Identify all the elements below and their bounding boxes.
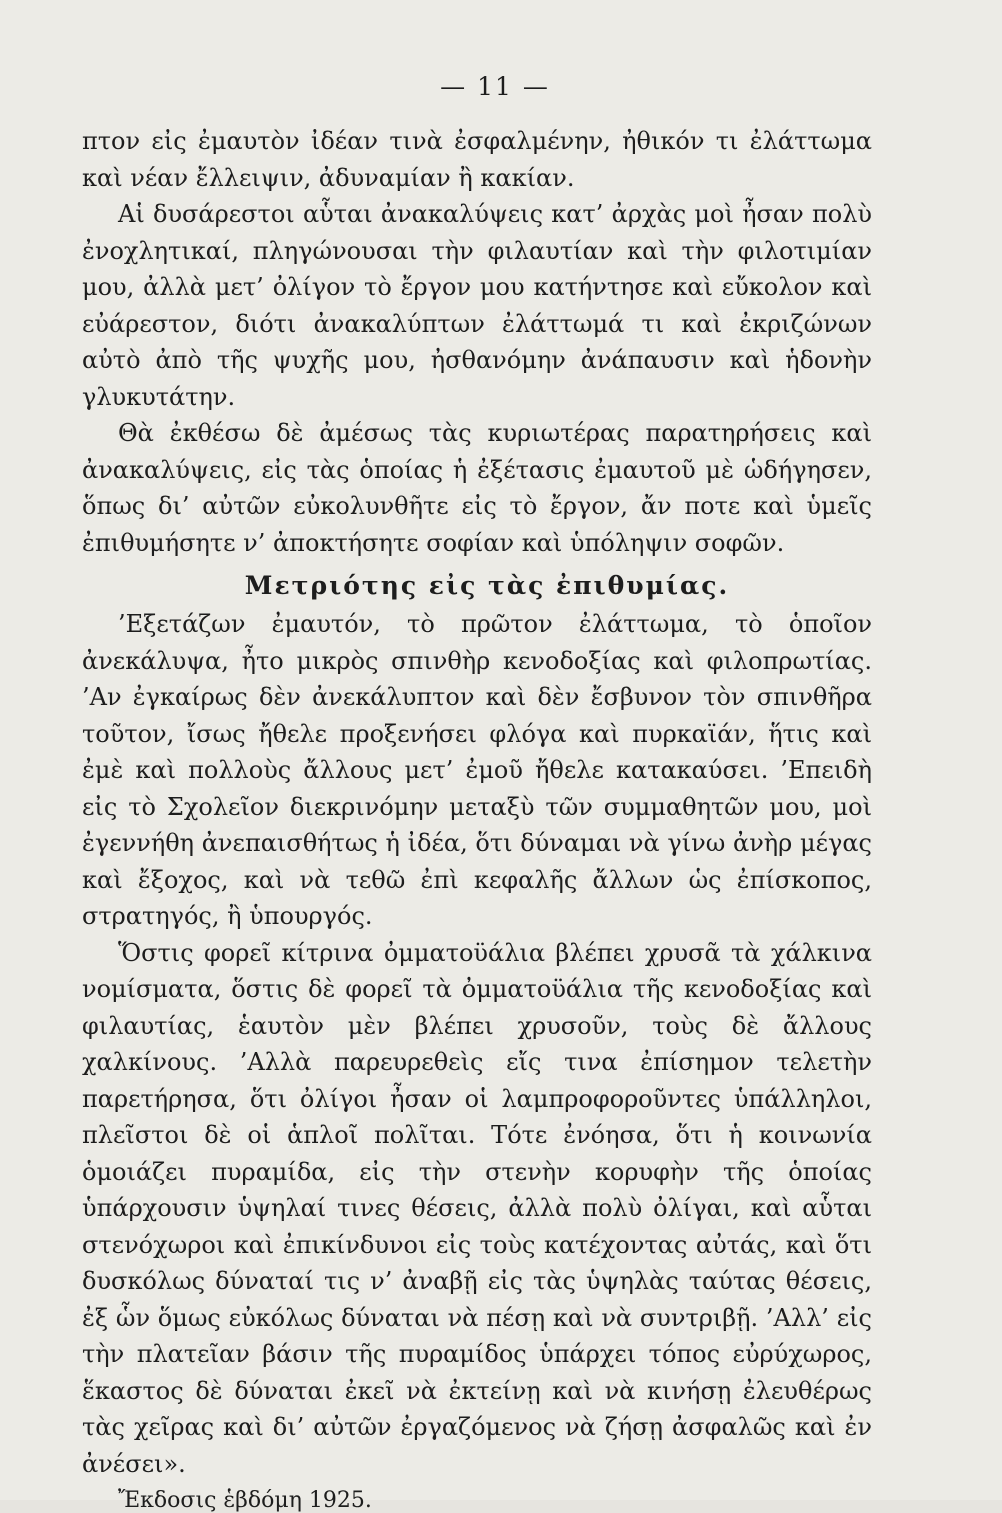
paragraph: Ὅστις φορεῖ κίτρινα ὀμματοϋάλια βλέπει χρυσᾶ τὰ χάλκινα νομίσματα, ὅστις δὲ φορεῖ τὰ ὀμματοϋάλια τῆς κενοδοξίας καὶ φιλαυτίας, ἑαυτὸν μὲν βλέπει χρυσοῦν, τοὺς δὲ ἄλλους χαλκίνους. ’Αλλὰ παρευρεθεὶς εἴς τινα ἐπίσημον τελετὴν παρετήρησα, ὅτι ὀλίγοι ἦσαν οἱ λαμπροφοροῦντες ὑπάλληλοι, πλεῖστοι δὲ οἱ ἁπλοῖ πολῖται. Τότε ἐνόησα, ὅτι ἡ κοινωνία ὁμοιάζει πυραμίδα, εἰς τὴν στενὴν κορυφὴν τῆς ὁποίας ὑπάρχουσιν ὑψηλαί τινες θέσεις, ἀλλὰ πολὺ ὀλίγαι, καὶ αὗται στενόχωροι καὶ ἐπικίνδυνοι εἰς τοὺς κατέχοντας αὐτάς, καὶ ὅτι δυσκόλως δύναταί τις ν’ ἀναβῇ εἰς τὰς ὑψηλὰς ταύτας θέσεις, ἐξ ὧν ὅμως εὐκόλως δύναται νὰ πέσῃ καὶ νὰ συντριβῇ. ’Αλλ’ εἰς τὴν πλατεῖαν βάσιν τῆς πυραμίδος ὑπάρχει τόπος εὐρύχωρος, ἕκαστος δὲ δύναται ἐκεῖ νὰ ἐκτείνῃ καὶ νὰ κινήσῃ ἐλευθέρως τὰς χεῖρας καὶ δι’ αὐτῶν ἐργαζόμενος νὰ ζήσῃ ἀσφαλῶς καὶ ἐν ἀνέσει». xyxy=(82,938,872,1478)
paragraph: ’Εξετάζων ἐμαυτόν, τὸ πρῶτον ἐλάττωμα, τὸ ὁποῖον ἀνεκάλυψα, ἦτο μικρὸς σπινθὴρ κενοδοξίας καὶ φιλοπρωτίας. ’Αν ἐγκαίρως δὲν ἀνεκάλυπτον καὶ δὲν ἔσβυνον τὸν σπινθῆρα τοῦτον, ἴσως ἤθελε προξενήσει φλόγα καὶ πυρκαϊάν, ἥτις καὶ ἐμὲ καὶ πολλοὺς ἄλλους μετ’ ἐμοῦ ἤθελε κατακαύσει. ’Επειδὴ εἰς τὸ Σχολεῖον διεκρινόμην μεταξὺ τῶν συμμαθητῶν μου, μοὶ ἐγεννήθη ἀνεπαισθήτως ἡ ἰδέα, ὅτι δύναμαι νὰ γίνω ἀνὴρ μέγας καὶ ἔξοχος, καὶ νὰ τεθῶ ἐπὶ κεφαλῆς ἄλλων ὡς ἐπίσκοπος, στρατηγός, ἢ ὑπουργός. xyxy=(82,610,872,930)
paragraph: Θὰ ἐκθέσω δὲ ἀμέσως τὰς κυριωτέρας παρατηρήσεις καὶ ἀνακαλύψεις, εἰς τὰς ὁποίας ἡ ἐξέτασις ἐμαυτοῦ μὲ ὡδήγησεν, ὅπως δι’ αὐτῶν εὐκολυνθῆτε εἰς τὸ ἔργον, ἄν ποτε καὶ ὑμεῖς ἐπιθυμήσητε ν’ ἀποκτήσητε σοφίαν καὶ ὑπόληψιν σοφῶν. xyxy=(82,419,872,557)
section-heading: Μετριότης εἰς τὰς ἐπιθυμίας. xyxy=(244,571,730,600)
paragraph: Αἱ δυσάρεστοι αὗται ἀνακαλύψεις κατ’ ἀρχὰς μοὶ ἦσαν πολὺ ἐνοχλητικαί, πληγώνουσαι τὴν φιλαυτίαν καὶ τὴν φιλοτιμίαν μου, ἀλλὰ μετ’ ὀλίγον τὸ ἔργον μου κατήντησε καὶ εὔκολον καὶ εὐάρεστον, διότι ἀνακαλύπτων ἐλάττωμά τι καὶ ἐκριζώνων αὐτὸ ἀπὸ τῆς ψυχῆς μου, ἠσθανόμην ἀνάπαυσιν καὶ ἡδονὴν γλυκυτάτην. xyxy=(82,200,872,411)
paragraph-continuation: πτον εἰς ἐμαυτὸν ἰδέαν τινὰ ἐσφαλμένην, ἠθικόν τι ἐλάττωμα καὶ νέαν ἔλλειψιν, ἀδυναμίαν ἢ κακίαν. xyxy=(82,127,872,192)
page-number: — 11 — xyxy=(440,72,550,101)
edition-note: Ἔκδοσις ἑβδόμη 1925. xyxy=(118,1488,372,1513)
